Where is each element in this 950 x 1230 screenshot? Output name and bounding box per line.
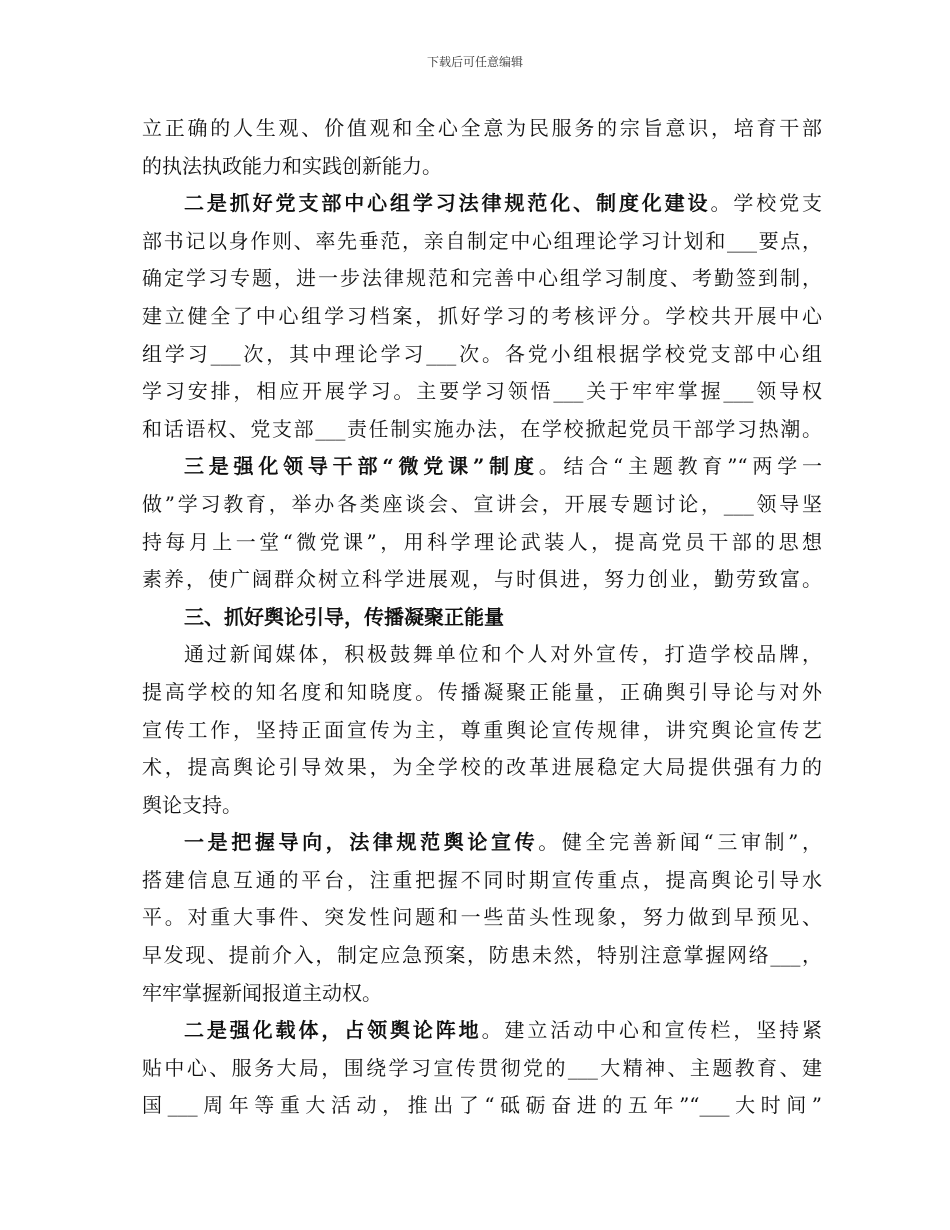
text-line: 确定学习专题，进一步法律规范和完善中心组学习制度、考勤签到制， (142, 266, 822, 291)
document-body (142, 110, 822, 1125)
text-line: 学习安排，相应开展学习。主要学习领悟___关于牢牢掌握___领导权 (142, 379, 822, 404)
paragraph-heading-line: 三是强化领导干部“微党课”制度。结合“主题教育”“两学一 (184, 454, 822, 479)
text-line: 贴中心、服务大局，围绕学习宣传贯彻党的___大精神、主题教育、建 (142, 1055, 822, 1080)
text-line: 组学习___次，其中理论学习___次。各党小组根据学校党支部中心组 (142, 341, 822, 366)
text-line: 立正确的人生观、价值观和全心全意为民服务的宗旨意识，培育干部 (142, 116, 822, 140)
text-line: 搭建信息互通的平台，注重把握不同时期宣传重点，提高舆论引导水 (142, 867, 822, 892)
text-line: 部书记以身作则、率先垂范，亲自制定中心组理论学习计划和___要点， (142, 228, 822, 253)
text-line: 素养，使广阔群众树立科学进展观，与时俱进，努力创业，勤劳致富。 (142, 567, 822, 592)
text-line: 牢牢掌握新闻报道主动权。 (142, 980, 382, 1005)
text-line: 宣传工作，坚持正面宣传为主，尊重舆论宣传规律，讲究舆论宣传艺 (142, 717, 822, 742)
text-line: 做”学习教育，举办各类座谈会、宣讲会，开展专题讨论，___领导坚 (142, 491, 822, 516)
text-line: 持每月上一堂“微党课”，用科学理论武装人，提高党员干部的思想 (142, 529, 822, 554)
section-heading: 三、抓好舆论引导，传播凝聚正能量 (184, 604, 504, 629)
text-line: 提高学校的知名度和知晓度。传播凝聚正能量，正确舆引导论与对外 (142, 679, 822, 704)
paragraph-heading-line: 一是把握导向，法律规范舆论宣传。健全完善新闻“三审制”， (184, 830, 823, 855)
text-line: 国___周年等重大活动，推出了“砥砺奋进的五年”“___大时间” (142, 1093, 822, 1118)
text-line: 舆论支持。 (142, 792, 242, 817)
text-line: 的执法执政能力和实践创新能力。 (142, 153, 442, 178)
text-line: 建立健全了中心组学习档案，抓好学习的考核评分。学校共开展中心 (142, 303, 822, 328)
text-line: 和话语权、党支部___责任制实施办法，在学校掀起党员干部学习热潮。 (142, 416, 822, 441)
paragraph-heading-line: 二是强化载体，占领舆论阵地。建立活动中心和宣传栏，坚持紧 (184, 1018, 823, 1043)
paragraph-heading-line: 二是抓好党支部中心组学习法律规范化、制度化建设。学校党支 (184, 191, 823, 216)
text-line: 早发现、提前介入，制定应急预案，防患未然，特别注意掌握网络___， (142, 943, 822, 968)
text-line: 平。对重大事件、突发性问题和一些苗头性现象，努力做到早预见、 (142, 905, 822, 930)
text-line: 通过新闻媒体，积极鼓舞单位和个人对外宣传，打造学校品牌， (184, 642, 822, 667)
page-header: 下载后可任意编辑 (426, 55, 523, 69)
text-line: 术，提高舆论引导效果，为全学校的改革进展稳定大局提供强有力的 (142, 755, 822, 780)
